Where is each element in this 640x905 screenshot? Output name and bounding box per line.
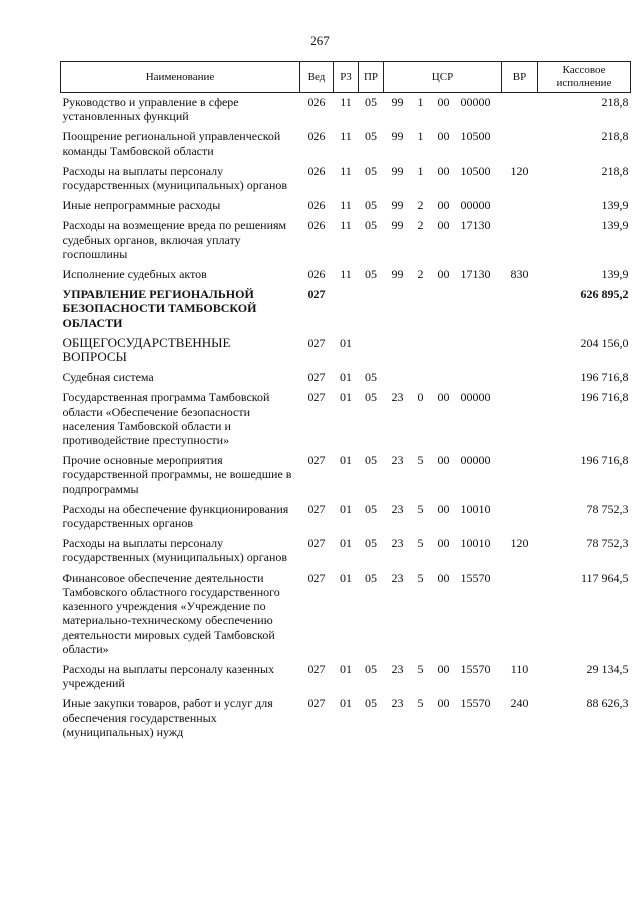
table-row xyxy=(61,162,631,196)
csr-program: 23 xyxy=(391,696,404,711)
row-vr xyxy=(502,285,538,334)
row-ved: 027 xyxy=(307,536,326,551)
csr-program: 23 xyxy=(391,570,404,585)
row-ved: 027 xyxy=(307,370,326,385)
table-row xyxy=(61,127,631,161)
row-vr xyxy=(502,451,538,500)
row-amount: 218,8 xyxy=(601,95,629,109)
row-amount: 78 752,3 xyxy=(586,501,629,516)
row-pr: 05 xyxy=(365,198,377,213)
csr-direction: 10500 xyxy=(460,163,491,178)
row-csr xyxy=(384,265,502,285)
row-rz: 01 xyxy=(340,335,352,350)
row-vr xyxy=(502,569,538,660)
csr-program: 99 xyxy=(391,267,404,282)
row-csr xyxy=(384,388,502,451)
table-row xyxy=(61,694,631,743)
row-rz: 01 xyxy=(340,501,352,516)
row-rz: 11 xyxy=(340,95,352,109)
header-name: Наименование xyxy=(61,62,300,93)
csr-event: 00 xyxy=(437,661,450,676)
row-csr xyxy=(384,660,502,694)
csr-subprogram: 2 xyxy=(417,198,424,213)
row-csr xyxy=(384,500,502,534)
table-body xyxy=(61,93,631,743)
row-name: Расходы на возмещение вреда по решениям судебных органов, включая уплату госпошлины xyxy=(62,218,287,261)
csr-direction: 00000 xyxy=(460,198,491,213)
table-row xyxy=(61,216,631,265)
row-name: Расходы на выплаты персоналу государственных (муниципальных) органов xyxy=(62,536,288,565)
row-rz: 01 xyxy=(340,696,352,711)
csr-direction: 10500 xyxy=(460,129,491,144)
csr-program: 23 xyxy=(391,390,404,405)
row-name: Иные непрограммные расходы xyxy=(62,198,221,213)
csr-event: 00 xyxy=(437,163,450,178)
csr-event: 00 xyxy=(437,267,450,282)
csr-direction: 00000 xyxy=(460,390,491,405)
csr-direction: 00000 xyxy=(460,453,491,468)
row-rz: 01 xyxy=(340,370,352,385)
row-pr: 05 xyxy=(365,267,377,282)
table-row xyxy=(61,500,631,534)
row-rz xyxy=(334,285,359,334)
row-vr: 240 xyxy=(510,696,529,711)
row-name: Поощрение региональной управленческой команды Тамбовской области xyxy=(62,129,281,158)
csr-subprogram: 5 xyxy=(417,661,424,676)
page-number: 267 xyxy=(310,33,330,48)
row-csr xyxy=(384,569,502,660)
row-vr xyxy=(502,127,538,161)
row-amount: 626 895,2 xyxy=(580,287,629,302)
row-csr xyxy=(384,334,502,368)
csr-subprogram: 2 xyxy=(417,267,424,282)
row-pr: 05 xyxy=(365,129,377,144)
row-vr xyxy=(502,93,538,128)
row-csr xyxy=(384,196,502,216)
row-amount: 139,9 xyxy=(601,198,629,213)
row-vr xyxy=(502,196,538,216)
row-ved: 027 xyxy=(307,287,326,302)
csr-program: 99 xyxy=(391,95,404,109)
row-amount: 78 752,3 xyxy=(586,536,629,551)
csr-event: 00 xyxy=(437,390,450,405)
csr-direction: 00000 xyxy=(460,95,491,109)
row-name: Расходы на выплаты персоналу казенных учреждений xyxy=(62,661,275,691)
row-ved: 027 xyxy=(307,501,326,516)
row-name: Государственная программа Тамбовской области «Обеспечение безопасности населения Тамбовской области и противодействие преступности» xyxy=(62,390,270,448)
row-pr: 05 xyxy=(365,218,377,233)
csr-program: 23 xyxy=(391,536,404,551)
row-name: ОБЩЕГОСУДАРСТВЕННЫЕ ВОПРОСЫ xyxy=(62,334,231,365)
row-name: Иные закупки товаров, работ и услуг для обеспечения государственных (муниципальных) нужд xyxy=(62,696,273,739)
csr-event: 00 xyxy=(437,696,450,711)
table-row xyxy=(61,451,631,500)
row-vr xyxy=(502,334,538,368)
csr-event: 00 xyxy=(437,129,450,144)
row-ved: 027 xyxy=(307,661,326,676)
csr-subprogram: 2 xyxy=(417,218,424,233)
row-amount: 196 716,8 xyxy=(580,370,629,385)
row-rz: 01 xyxy=(340,661,352,676)
row-amount: 139,9 xyxy=(601,218,629,233)
row-csr xyxy=(384,93,502,128)
row-name: Прочие основные мероприятия государственной программы, не вошедшие в подпрограммы xyxy=(62,453,292,496)
row-amount: 117 964,5 xyxy=(580,570,629,585)
table-row xyxy=(61,388,631,451)
table-row xyxy=(61,265,631,285)
header-amount: Кассовое исполнение xyxy=(538,62,631,93)
table-row xyxy=(61,534,631,568)
csr-subprogram: 5 xyxy=(417,453,424,468)
table-row xyxy=(61,569,631,660)
header-vr: ВР xyxy=(502,62,538,93)
row-pr: 05 xyxy=(365,696,377,711)
row-csr xyxy=(384,162,502,196)
row-amount: 218,8 xyxy=(601,163,629,178)
row-pr xyxy=(359,334,384,368)
row-ved: 027 xyxy=(307,570,326,585)
table-row xyxy=(61,368,631,388)
csr-program: 23 xyxy=(391,661,404,676)
row-pr: 05 xyxy=(365,370,377,385)
csr-direction: 15570 xyxy=(460,696,491,711)
row-ved: 026 xyxy=(307,95,326,109)
row-amount: 29 134,5 xyxy=(586,661,629,676)
row-name: УПРАВЛЕНИЕ РЕГИОНАЛЬНОЙ БЕЗОПАСНОСТИ ТАМБОВСКОЙ ОБЛАСТИ xyxy=(62,287,257,330)
row-rz: 01 xyxy=(340,390,352,405)
csr-event: 00 xyxy=(437,95,450,109)
table-row xyxy=(61,660,631,694)
csr-subprogram: 1 xyxy=(417,129,424,144)
row-rz: 01 xyxy=(340,570,352,585)
table-row xyxy=(61,334,631,368)
row-vr: 120 xyxy=(510,163,529,178)
row-amount: 218,8 xyxy=(601,129,629,144)
csr-subprogram: 1 xyxy=(417,95,424,109)
row-csr xyxy=(384,216,502,265)
row-ved: 027 xyxy=(307,335,326,350)
row-ved: 026 xyxy=(307,198,326,213)
row-csr xyxy=(384,451,502,500)
csr-direction: 10010 xyxy=(460,501,491,516)
row-vr: 830 xyxy=(510,267,529,282)
csr-direction: 17130 xyxy=(460,218,491,233)
header-csr: ЦСР xyxy=(384,62,502,93)
row-name: Финансовое обеспечение деятельности Тамбовского областного государственного казенного учреждения «Учреждение по материально-техническому обеспечению деятельности мировых судей Тамбовской области» xyxy=(62,570,280,656)
row-csr xyxy=(384,534,502,568)
row-pr: 05 xyxy=(365,570,377,585)
row-rz: 11 xyxy=(340,267,352,282)
row-amount: 196 716,8 xyxy=(580,390,629,405)
header-rz: Р3 xyxy=(334,62,359,93)
csr-program: 99 xyxy=(391,163,404,178)
row-ved: 027 xyxy=(307,453,326,468)
csr-program: 99 xyxy=(391,218,404,233)
row-vr xyxy=(502,216,538,265)
row-pr: 05 xyxy=(365,453,377,468)
row-pr: 05 xyxy=(365,661,377,676)
csr-direction: 10010 xyxy=(460,536,491,551)
row-name: Расходы на обеспечение функционирования государственных органов xyxy=(62,501,289,531)
row-name: Руководство и управление в сфере установленных функций xyxy=(62,95,239,124)
csr-subprogram: 0 xyxy=(417,390,424,405)
row-ved: 026 xyxy=(307,129,326,144)
table-row xyxy=(61,93,631,128)
csr-event: 00 xyxy=(437,570,450,585)
row-amount: 204 156,0 xyxy=(580,335,629,350)
row-amount: 88 626,3 xyxy=(586,696,629,711)
table-header-row xyxy=(61,62,631,93)
row-name: Расходы на выплаты персоналу государственных (муниципальных) органов xyxy=(62,163,288,193)
row-csr xyxy=(384,127,502,161)
row-amount: 196 716,8 xyxy=(580,453,629,468)
row-vr xyxy=(502,500,538,534)
csr-subprogram: 5 xyxy=(417,570,424,585)
header-pr: ПР xyxy=(359,62,384,93)
csr-event: 00 xyxy=(437,198,450,213)
csr-subprogram: 5 xyxy=(417,696,424,711)
row-ved: 026 xyxy=(307,218,326,233)
csr-program: 99 xyxy=(391,129,404,144)
row-vr: 110 xyxy=(510,661,529,676)
row-rz: 11 xyxy=(340,198,352,213)
csr-subprogram: 5 xyxy=(417,501,424,516)
csr-program: 23 xyxy=(391,501,404,516)
table-row xyxy=(61,196,631,216)
row-ved: 027 xyxy=(307,696,326,711)
row-pr: 05 xyxy=(365,536,377,551)
header-ved: Вед xyxy=(300,62,334,93)
row-csr xyxy=(384,694,502,743)
row-vr: 120 xyxy=(510,536,529,551)
csr-event: 00 xyxy=(437,501,450,516)
csr-direction: 15570 xyxy=(460,661,491,676)
row-csr xyxy=(384,285,502,334)
row-rz: 01 xyxy=(340,453,352,468)
csr-direction: 15570 xyxy=(460,570,491,585)
csr-event: 00 xyxy=(437,536,450,551)
row-ved: 027 xyxy=(307,390,326,405)
row-pr: 05 xyxy=(365,95,377,109)
csr-subprogram: 5 xyxy=(417,536,424,551)
table-row xyxy=(61,285,631,334)
row-rz: 01 xyxy=(340,536,352,551)
row-pr: 05 xyxy=(365,163,377,178)
row-rz: 11 xyxy=(340,163,352,178)
row-pr: 05 xyxy=(365,501,377,516)
row-rz: 11 xyxy=(340,129,352,144)
row-ved: 026 xyxy=(307,163,326,178)
row-ved: 026 xyxy=(307,267,326,282)
row-vr xyxy=(502,368,538,388)
csr-direction: 17130 xyxy=(460,267,491,282)
row-csr xyxy=(384,368,502,388)
row-name: Исполнение судебных актов xyxy=(62,267,207,282)
row-rz: 11 xyxy=(340,218,352,233)
csr-program: 23 xyxy=(391,453,404,468)
csr-event: 00 xyxy=(437,453,450,468)
row-vr xyxy=(502,388,538,451)
csr-subprogram: 1 xyxy=(417,163,424,178)
csr-event: 00 xyxy=(437,218,450,233)
csr-program: 99 xyxy=(391,198,404,213)
row-amount: 139,9 xyxy=(601,267,629,282)
row-pr xyxy=(359,285,384,334)
row-pr: 05 xyxy=(365,390,377,405)
budget-table xyxy=(60,61,631,743)
row-name: Судебная система xyxy=(62,370,154,385)
